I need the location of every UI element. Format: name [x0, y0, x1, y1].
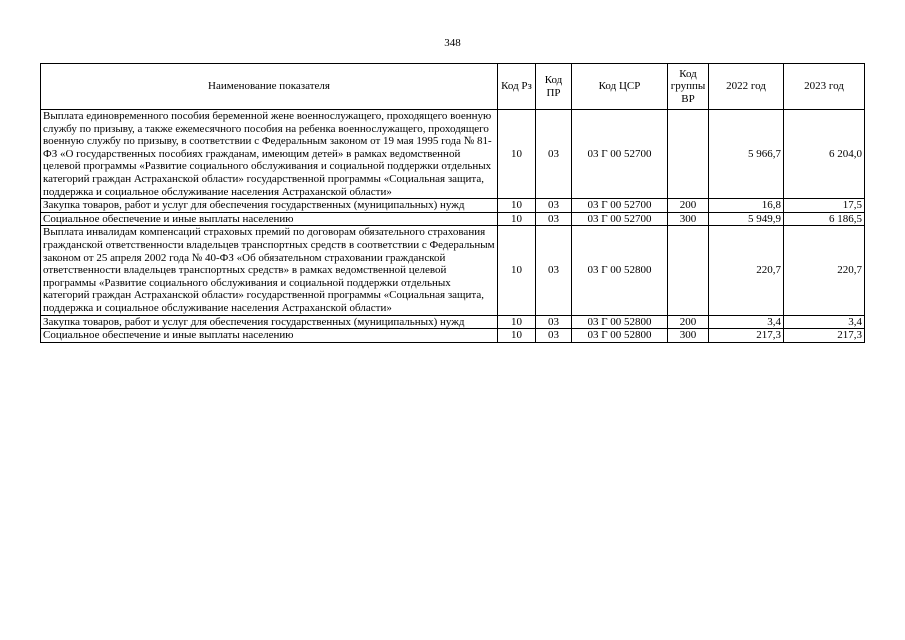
- header-rz: Код Рз: [498, 64, 536, 110]
- row-vr: 200: [668, 315, 709, 329]
- table-header-row: [41, 64, 865, 110]
- row-csr: 03 Г 00 52800: [572, 329, 668, 343]
- row-2022: 5 949,9: [709, 212, 784, 226]
- row-vr: [668, 226, 709, 315]
- row-pr: 03: [536, 110, 572, 199]
- table-row: [41, 226, 865, 315]
- table-row: [41, 329, 865, 343]
- row-csr: 03 Г 00 52800: [572, 315, 668, 329]
- row-2023: 6 204,0: [784, 110, 865, 199]
- row-name: Социальное обеспечение и иные выплаты населению: [41, 212, 498, 226]
- row-csr: 03 Г 00 52700: [572, 110, 668, 199]
- row-2023: 217,3: [784, 329, 865, 343]
- row-name: Закупка товаров, работ и услуг для обеспечения государственных (муниципальных) нужд: [41, 199, 498, 213]
- header-vr: Код группы ВР: [668, 64, 709, 110]
- table-row: [41, 199, 865, 213]
- row-2023: 3,4: [784, 315, 865, 329]
- row-pr: 03: [536, 226, 572, 315]
- row-2022: 220,7: [709, 226, 784, 315]
- row-rz: 10: [498, 329, 536, 343]
- row-name: Выплата инвалидам компенсаций страховых премий по договорам обязательного страхования гражданской ответственности владельцев транспортных средств в соответствии с Федеральным законом от 25 апреля 2002 года № 40-ФЗ «Об обязательном страховании гражданской ответственности владельцев транспортных средств» в рамках ведомственной целевой программы «Развитие социального обслуживания и социальной поддержки отдельных категорий граждан Астраханской области» государственной программы «Социальная защита, поддержка и социальное обслуживание населения Астраханской области»: [41, 226, 498, 315]
- table-row: [41, 212, 865, 226]
- row-rz: 10: [498, 315, 536, 329]
- row-2022: 3,4: [709, 315, 784, 329]
- header-2023: 2023 год: [784, 64, 865, 110]
- row-name: Социальное обеспечение и иные выплаты населению: [41, 329, 498, 343]
- header-pr: Код ПР: [536, 64, 572, 110]
- row-name: Закупка товаров, работ и услуг для обеспечения государственных (муниципальных) нужд: [41, 315, 498, 329]
- row-vr: 300: [668, 329, 709, 343]
- row-vr: [668, 110, 709, 199]
- row-2022: 16,8: [709, 199, 784, 213]
- row-2022: 217,3: [709, 329, 784, 343]
- header-csr: Код ЦСР: [572, 64, 668, 110]
- row-pr: 03: [536, 315, 572, 329]
- row-pr: 03: [536, 212, 572, 226]
- page-number: 348: [444, 37, 461, 49]
- row-2022: 5 966,7: [709, 110, 784, 199]
- row-rz: 10: [498, 212, 536, 226]
- row-2023: 17,5: [784, 199, 865, 213]
- row-pr: 03: [536, 199, 572, 213]
- row-2023: 220,7: [784, 226, 865, 315]
- table-row: [41, 315, 865, 329]
- row-vr: 300: [668, 212, 709, 226]
- row-csr: 03 Г 00 52800: [572, 226, 668, 315]
- row-rz: 10: [498, 199, 536, 213]
- header-2022: 2022 год: [709, 64, 784, 110]
- row-rz: 10: [498, 226, 536, 315]
- row-csr: 03 Г 00 52700: [572, 199, 668, 213]
- row-vr: 200: [668, 199, 709, 213]
- row-name: Выплата единовременного пособия беременной жене военнослужащего, проходящего военную службу по призыву, а также ежемесячного пособия на ребенка военнослужащего, проходящего военную службу по призыву, в соответствии с Федеральным законом от 19 мая 1995 года № 81-ФЗ «О государственных пособиях гражданам, имеющим детей» в рамках ведомственной целевой программы «Развитие социального обслуживания и социальной поддержки отдельных категорий граждан Астраханской области» государственной программы «Социальная защита, поддержка и социальное обслуживание населения Астраханской области»: [41, 110, 498, 199]
- row-csr: 03 Г 00 52700: [572, 212, 668, 226]
- row-2023: 6 186,5: [784, 212, 865, 226]
- budget-table: [40, 63, 865, 343]
- table-row: [41, 110, 865, 199]
- header-name: Наименование показателя: [41, 64, 498, 110]
- row-pr: 03: [536, 329, 572, 343]
- row-rz: 10: [498, 110, 536, 199]
